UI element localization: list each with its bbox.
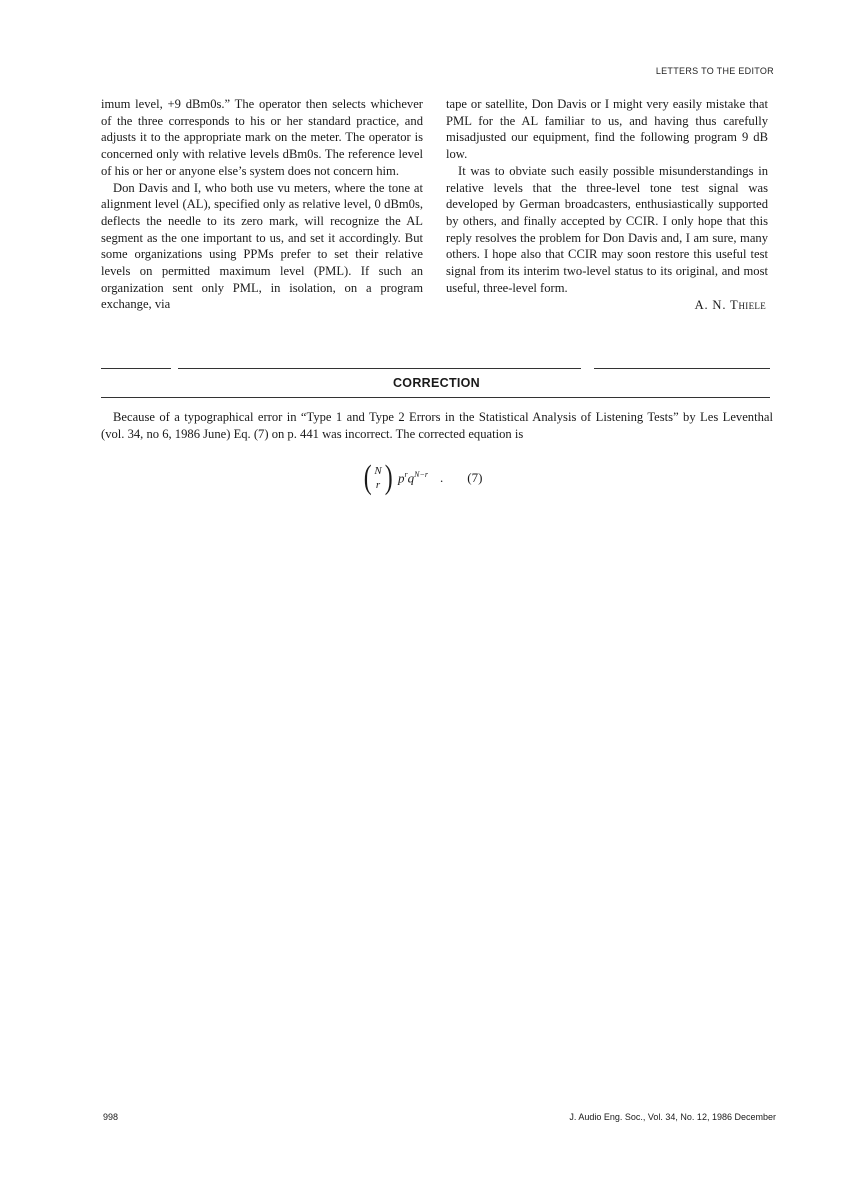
term-p-exponent: r bbox=[404, 469, 408, 479]
letter-paragraph: Don Davis and I, who both use vu meters, where the tone at alignment level (AL), specified only as relative level, 0 dBm0s, deflects the needle to its zero mark, will recognize the AL segment as the one important to us, and set it accordingly. But some organizations using PPMs prefer to set their relative levels on permitted maximum level (PML). If such an organization sent only PML, in isolation, on a program exchange, via bbox=[101, 180, 423, 312]
correction-text: Because of a typographical error in “Type 1 and Type 2 Errors in the Statistical Analysis of Listening Tests” by Les Leventhal (vol. 34, no 6, 1986 June) Eq. (7) on p. 441 was incorrect. The corrected equation is bbox=[101, 410, 773, 441]
letter-paragraph: It was to obviate such easily possible misunderstandings in relative levels that the three-level tone test signal was developed by German broadcasters, enthusiastically supported by others, and finally accepted by CCIR. I only hope that this reply resolves the problem for Don Davis and, I am sure, many others. I hope also that CCIR may soon restore this useful test signal from its interim two-level status to its original, and most useful, three-level form. bbox=[446, 163, 768, 295]
correction-title: CORRECTION bbox=[392, 376, 481, 390]
section-divider bbox=[594, 368, 770, 369]
letter-paragraph: imum level, +9 dBm0s.” The operator then selects whichever of the three corresponds to his or her standard practice, and adjusts it to the appropriate mark on the meter. The operator is concerned only with relative levels dBm0s. The reference level of his or her or anyone else’s system does not concern him. bbox=[101, 97, 423, 178]
binomial-top: N bbox=[374, 465, 382, 477]
page-number: 998 bbox=[103, 1112, 119, 1122]
corrected-equation bbox=[362, 459, 482, 497]
term-q: q bbox=[407, 470, 415, 486]
binomial-bottom: r bbox=[375, 479, 381, 491]
letter-right-column bbox=[446, 96, 768, 315]
term-q-exponent: N−r bbox=[414, 469, 428, 479]
right-paren: ) bbox=[384, 459, 393, 496]
equation-term bbox=[398, 470, 428, 486]
equation-period: . bbox=[439, 470, 444, 485]
term-p: p bbox=[398, 470, 405, 486]
letter-signature bbox=[446, 297, 768, 315]
section-divider bbox=[101, 397, 770, 398]
journal-citation: J. Audio Eng. Soc., Vol. 34, No. 12, 1986 December bbox=[569, 1112, 776, 1122]
letter-left-column bbox=[101, 96, 423, 313]
signature-surname: HIELE bbox=[738, 301, 766, 312]
equation-number: (7) bbox=[467, 470, 483, 485]
section-divider bbox=[178, 368, 581, 369]
running-head: LETTERS TO THE EDITOR bbox=[655, 66, 774, 76]
signature-initials: A. N. T bbox=[694, 298, 739, 313]
letter-paragraph: tape or satellite, Don Davis or I might very easily mistake that PML for the AL familiar to us, and having thus carefully misadjusted our equipment, find the following program 9 dB low. bbox=[446, 97, 768, 162]
section-divider bbox=[101, 368, 171, 369]
left-paren: ( bbox=[363, 459, 372, 496]
binomial-coefficient bbox=[374, 464, 381, 492]
